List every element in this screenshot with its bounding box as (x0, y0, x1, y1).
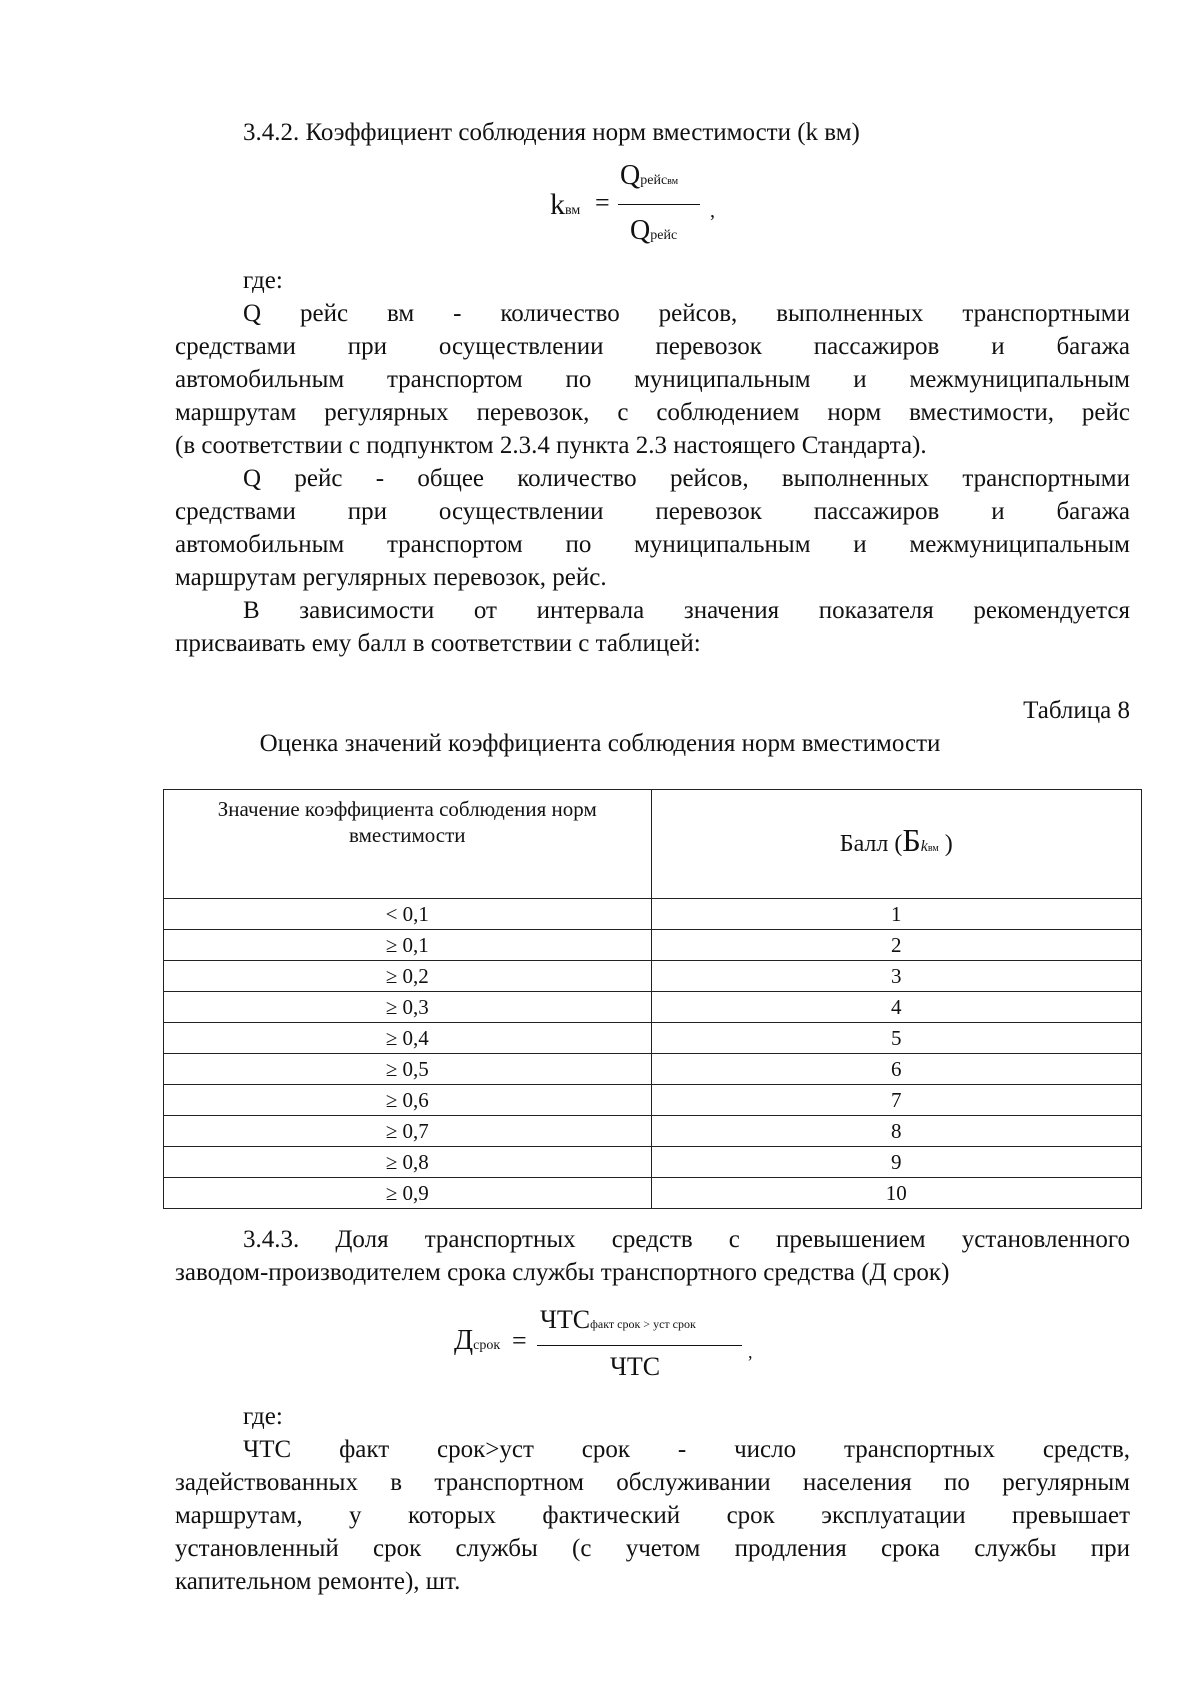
table8-col2-header-sub: k (920, 837, 928, 855)
table8-col1-header-line1: Значение коэффициента соблюдения норм (217, 797, 597, 821)
table-cell-value: ≥ 0,3 (164, 992, 652, 1023)
formula-kvm-denominator (630, 215, 677, 247)
table-cell-value: ≥ 0,5 (164, 1054, 652, 1085)
formula-dsrok-lhs (454, 1325, 500, 1357)
table-cell-score: 1 (651, 899, 1141, 930)
table-row (164, 899, 1142, 930)
formula-kvm-fraction-bar (618, 204, 700, 205)
table8-col2-header-subsub: вм (927, 842, 939, 854)
def3-line-2: задействованных в транспортном обслуживании населения по регулярным (175, 1469, 1130, 1496)
table-cell-score: 7 (651, 1085, 1141, 1116)
table-row (164, 1147, 1142, 1178)
formula-dsrok-denominator: ЧТС (610, 1352, 661, 1381)
table-cell-value: ≥ 0,1 (164, 930, 652, 961)
def1-line-4: маршрутам регулярных перевозок, с соблюдением норм вместимости, рейс (175, 399, 1130, 426)
formula-dsrok-lhs-var: Д (454, 1325, 474, 1356)
table-cell-value: < 0,1 (164, 899, 652, 930)
formula-kvm-lhs-sub: вм (565, 203, 581, 218)
def3-line-3: маршрутам, у которых фактический срок эксплуатации превышает (175, 1502, 1130, 1529)
table-row (164, 1085, 1142, 1116)
where-label-1: где: (243, 267, 283, 294)
table-row (164, 1023, 1142, 1054)
table8-header-row (164, 790, 1142, 899)
def3-line-1: ЧТС факт срок>уст срок - число транспортных средств, (243, 1436, 1130, 1463)
table-cell-score: 5 (651, 1023, 1141, 1054)
formula-kvm-equals: = (595, 188, 610, 217)
table-row (164, 992, 1142, 1023)
table-row (164, 1054, 1142, 1085)
table-row (164, 1116, 1142, 1147)
recommend-line-2: присваивать ему балл в соответствии с таблицей: (175, 630, 701, 657)
table8-col2-header-symbol: Б (902, 821, 921, 858)
table-cell-score: 9 (651, 1147, 1141, 1178)
section-343-heading-line-2: заводом-производителем срока службы транспортного средства (Д срок) (175, 1259, 950, 1286)
table-cell-score: 8 (651, 1116, 1141, 1147)
table8-title: Оценка значений коэффициента соблюдения норм вместимости (259, 730, 941, 757)
table-row (164, 930, 1142, 961)
formula-dsrok-numerator (540, 1305, 696, 1335)
formula-dsrok-equals: = (512, 1326, 527, 1355)
formula-dsrok-num-var: ЧТС (540, 1305, 591, 1334)
def2-line-3: автомобильным транспортом по муниципальным и межмуниципальным (175, 531, 1130, 558)
formula-dsrok-num-sub: факт срок > уст срок (590, 1317, 696, 1331)
def1-line-2: средствами при осуществлении перевозок пассажиров и багажа (175, 333, 1130, 360)
table-row (164, 1178, 1142, 1209)
table-cell-score: 10 (651, 1178, 1141, 1209)
table8-label: Таблица 8 (1023, 697, 1130, 724)
formula-kvm-den-sub: рейс (650, 228, 678, 243)
table-cell-score: 4 (651, 992, 1141, 1023)
def1-line-1: Q рейс вм - количество рейсов, выполненных транспортными (243, 300, 1130, 327)
table-cell-value: ≥ 0,4 (164, 1023, 652, 1054)
table-cell-value: ≥ 0,2 (164, 961, 652, 992)
table8-col2-header-suffix: ) (944, 830, 953, 857)
where-label-2: где: (243, 1403, 283, 1430)
def3-line-5: капительном ремонте), шт. (175, 1568, 461, 1595)
formula-dsrok-lhs-sub: срок (473, 1338, 501, 1353)
formula-kvm-numerator (620, 160, 678, 192)
table-cell-score: 6 (651, 1054, 1141, 1085)
table-cell-value: ≥ 0,6 (164, 1085, 652, 1116)
formula-kvm-num-var: Q (620, 160, 641, 191)
def3-line-4: установленный срок службы (с учетом продления срока службы при (175, 1535, 1130, 1562)
table8 (163, 789, 1142, 1209)
table8-col1-header (164, 790, 652, 899)
formula-kvm-lhs-var: k (550, 188, 565, 221)
formula-kvm-num-subsub: вм (667, 176, 679, 187)
formula-dsrok-comma: , (748, 1342, 753, 1362)
table8-col2-header (651, 790, 1141, 899)
formula-kvm-lhs (550, 188, 580, 222)
table-cell-value: ≥ 0,8 (164, 1147, 652, 1178)
section-342-heading: 3.4.2. Коэффициент соблюдения норм вместимости (k вм) (243, 119, 860, 146)
def2-line-2: средствами при осуществлении перевозок пассажиров и багажа (175, 498, 1130, 525)
table-cell-value: ≥ 0,7 (164, 1116, 652, 1147)
table-cell-score: 3 (651, 961, 1141, 992)
def2-line-1: Q рейс - общее количество рейсов, выполненных транспортными (243, 465, 1130, 492)
formula-dsrok-fraction-bar (537, 1345, 742, 1346)
formula-kvm-den-var: Q (630, 215, 651, 246)
def2-line-4: маршрутам регулярных перевозок, рейс. (175, 564, 607, 591)
recommend-line-1: В зависимости от интервала значения показателя рекомендуется (243, 597, 1130, 624)
formula-kvm-comma: , (710, 200, 715, 222)
table-cell-value: ≥ 0,9 (164, 1178, 652, 1209)
table8-col2-header-prefix: Балл ( (839, 830, 903, 857)
table-row (164, 961, 1142, 992)
table-cell-score: 2 (651, 930, 1141, 961)
table8-col1-header-line2: вместимости (349, 823, 466, 847)
def1-line-3: автомобильным транспортом по муниципальным и межмуниципальным (175, 366, 1130, 393)
def1-line-5: (в соответствии с подпунктом 2.3.4 пункта 2.3 настоящего Стандарта). (175, 432, 927, 459)
section-343-heading-line-1: 3.4.3. Доля транспортных средств с превышением установленного (243, 1226, 1130, 1253)
formula-kvm-num-sub: рейс (640, 173, 668, 188)
